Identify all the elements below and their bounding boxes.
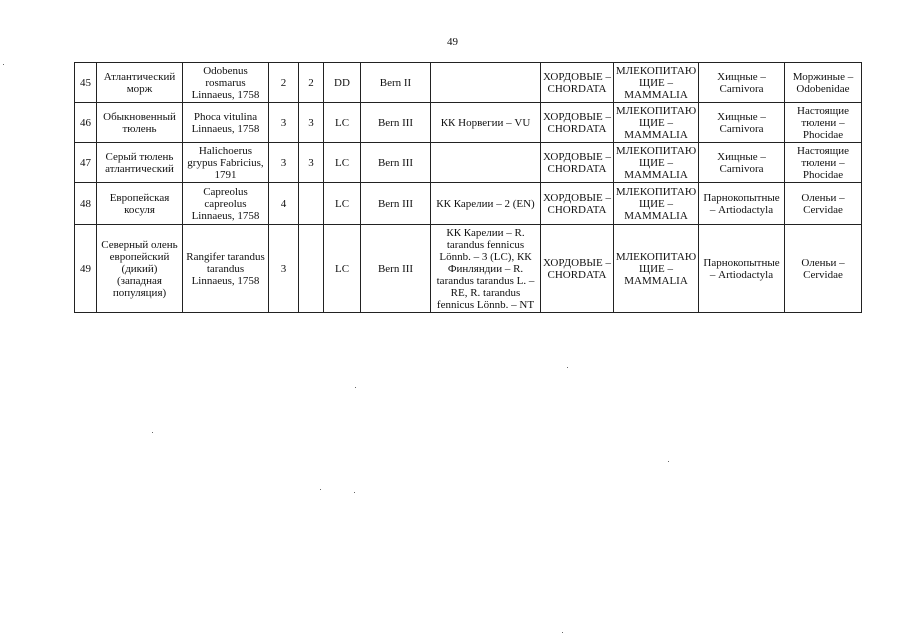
latin-name-cell: Capreolus capreolus Linnaeus, 1758 <box>183 183 269 225</box>
red-book-status-cell: КК Карелии – 2 (EN) <box>431 183 541 225</box>
phylum-cell: ХОРДОВЫЕ – CHORDATA <box>541 225 614 313</box>
class-cell: МЛЕКОПИТАЮ ЩИЕ – MAMMALIA <box>614 225 699 313</box>
red-book-status-cell: КК Карелии – R. tarandus fennicus Lönnb. – 3 (LC), КК Финляндии – R. tarandus tarandus L. – RE, R. tarandus fennicus Lönnb. – NT <box>431 225 541 313</box>
category-2-cell <box>299 183 324 225</box>
order-cell: Хищные – Carnivora <box>699 103 785 143</box>
category-1-cell: 2 <box>269 63 299 103</box>
page-number: 49 <box>447 36 458 48</box>
phylum-cell: ХОРДОВЫЕ – CHORDATA <box>541 143 614 183</box>
table-row <box>75 143 862 183</box>
latin-name-cell: Odobenus rosmarus Linnaeus, 1758 <box>183 63 269 103</box>
bern-convention-cell: Bern III <box>361 225 431 313</box>
category-2-cell: 3 <box>299 103 324 143</box>
class-cell: МЛЕКОПИТАЮ ЩИЕ – MAMMALIA <box>614 63 699 103</box>
category-2-cell <box>299 225 324 313</box>
phylum-cell: ХОРДОВЫЕ – CHORDATA <box>541 63 614 103</box>
category-1-cell: 3 <box>269 103 299 143</box>
category-1-cell: 3 <box>269 225 299 313</box>
iucn-status-cell: DD <box>324 63 361 103</box>
bern-convention-cell: Bern II <box>361 63 431 103</box>
family-cell: Моржиные – Odobenidae <box>785 63 862 103</box>
phylum-cell: ХОРДОВЫЕ – CHORDATA <box>541 103 614 143</box>
iucn-status-cell: LC <box>324 183 361 225</box>
family-cell: Настоящие тюлени – Phocidae <box>785 103 862 143</box>
species-name-cell: Европейская косуля <box>97 183 183 225</box>
species-name-cell: Северный олень европейский (дикий) (западная популяция) <box>97 225 183 313</box>
species-name-cell: Обыкновенный тюлень <box>97 103 183 143</box>
red-book-status-cell <box>431 143 541 183</box>
family-cell: Оленьи – Cervidae <box>785 225 862 313</box>
category-1-cell: 3 <box>269 143 299 183</box>
red-book-status-cell <box>431 63 541 103</box>
row-number-cell: 45 <box>75 63 97 103</box>
class-cell: МЛЕКОПИТАЮ ЩИЕ – MAMMALIA <box>614 103 699 143</box>
order-cell: Парнокопытные – Artiodactyla <box>699 183 785 225</box>
bern-convention-cell: Bern III <box>361 183 431 225</box>
order-cell: Хищные – Carnivora <box>699 63 785 103</box>
row-number-cell: 48 <box>75 183 97 225</box>
class-cell: МЛЕКОПИТАЮ ЩИЕ – MAMMALIA <box>614 183 699 225</box>
table-row <box>75 103 862 143</box>
table-row <box>75 225 862 313</box>
row-number-cell: 49 <box>75 225 97 313</box>
iucn-status-cell: LC <box>324 143 361 183</box>
iucn-status-cell: LC <box>324 225 361 313</box>
bern-convention-cell: Bern III <box>361 143 431 183</box>
family-cell: Оленьи – Cervidae <box>785 183 862 225</box>
family-cell: Настоящие тюлени – Phocidae <box>785 143 862 183</box>
category-2-cell: 3 <box>299 143 324 183</box>
red-book-status-cell: КК Норвегии – VU <box>431 103 541 143</box>
table-row <box>75 183 862 225</box>
species-table <box>74 62 862 313</box>
latin-name-cell: Halichoerus grypus Fabricius, 1791 <box>183 143 269 183</box>
iucn-status-cell: LC <box>324 103 361 143</box>
latin-name-cell: Phoca vitulina Linnaeus, 1758 <box>183 103 269 143</box>
table-row <box>75 63 862 103</box>
category-2-cell: 2 <box>299 63 324 103</box>
bern-convention-cell: Bern III <box>361 103 431 143</box>
order-cell: Хищные – Carnivora <box>699 143 785 183</box>
species-name-cell: Атлантический морж <box>97 63 183 103</box>
species-name-cell: Серый тюлень атлантический <box>97 143 183 183</box>
row-number-cell: 46 <box>75 103 97 143</box>
row-number-cell: 47 <box>75 143 97 183</box>
category-1-cell: 4 <box>269 183 299 225</box>
order-cell: Парнокопытные – Artiodactyla <box>699 225 785 313</box>
table-body <box>75 63 862 313</box>
latin-name-cell: Rangifer tarandus tarandus Linnaeus, 1758 <box>183 225 269 313</box>
class-cell: МЛЕКОПИТАЮ ЩИЕ – MAMMALIA <box>614 143 699 183</box>
phylum-cell: ХОРДОВЫЕ – CHORDATA <box>541 183 614 225</box>
